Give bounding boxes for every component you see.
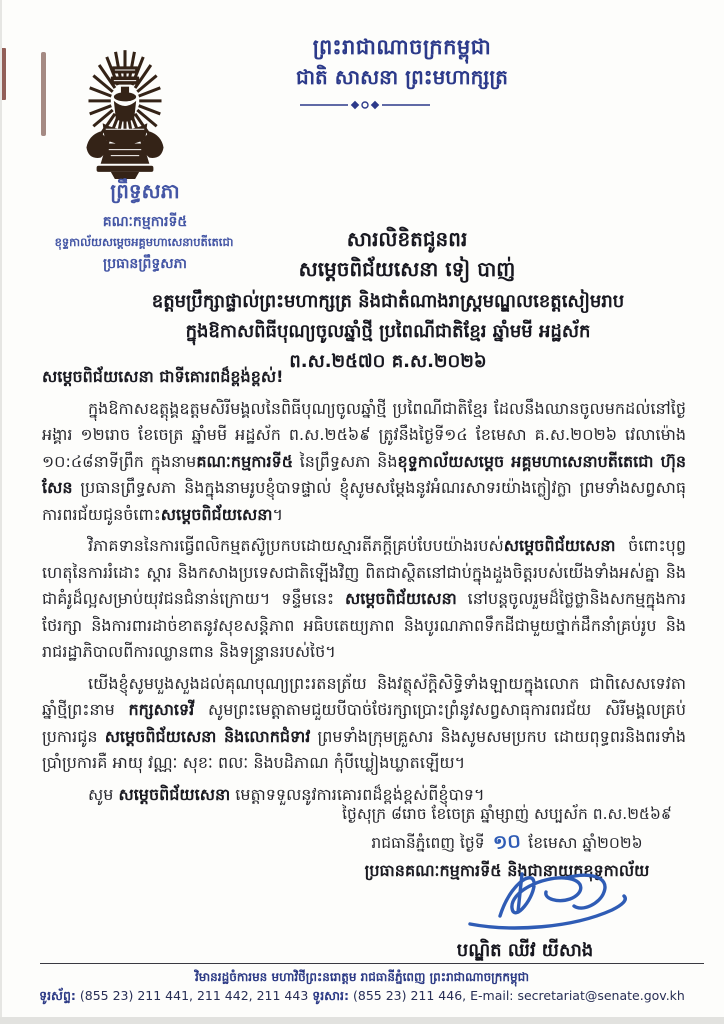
p2-bold-recipient: សម្តេចពិជ័យសេនា: [503, 536, 616, 555]
footer-contacts: [0, 988, 724, 1007]
letter-title-line4: ក្នុងឱកាសពិធីបុណ្យចូលឆ្នាំថ្មី ប្រពៃណីជាតិខ្មែរ ឆ្នាំមមី អដ្ឋស័ក: [185, 321, 591, 342]
p1-text: ។: [272, 504, 284, 524]
scan-artifact-near-emblem: [41, 52, 46, 136]
p1-bold-commission: គណៈកម្មការទី៥: [196, 451, 294, 471]
letterhead-cabinet: ខុទ្ទកាល័យសម្តេចអគ្គមហាសេនាបតីតេជោ: [54, 235, 234, 249]
signer-name: បណ្ឌិត ឈីវ យីសាង: [456, 940, 594, 961]
letterhead-institution: ព្រឹទ្ធសភា: [110, 179, 180, 203]
kingdom-motto-line1: ព្រះរាជាណាចក្រកម្ពុជា: [312, 35, 492, 59]
letter-title-recipient: សម្តេចពិជ័យសេនា ទៀ បាញ់: [298, 257, 516, 281]
p3-bold-deity: កក្សសាទេវី: [128, 700, 195, 719]
p4-text: សូម: [88, 784, 119, 804]
footer-divider: [40, 963, 704, 964]
p4-text: មេត្តាទទួលនូវការគោរពដ៏ខ្ពង់ខ្ពស់ពីខ្ញុំបាទ។: [230, 784, 485, 804]
p4-bold-recipient: សម្តេចពិជ័យសេនា: [118, 784, 231, 804]
letter-title-line1: សារលិខិតជូនពរ: [346, 227, 468, 251]
phone-label: ទូរស័ព្ទ:: [39, 988, 76, 1003]
p2-text: ចំពោះបុព្វហេតុនៃការរំដោះ ស្តារ និងកសាងប្រទេសជាតិឡើងវិញ ពិតជាស្ថិតនៅជាប់ក្នុងដួងចិត្តរបស់យើងទាំងអស់គ្នា និងជាគំរូដ៏ល្អសម្រាប់យុវជនជំនាន់ក្រោយ។ ទន្ទឹមនេះ: [42, 536, 686, 608]
signature-scribble: [462, 866, 647, 938]
letterhead-commission: គណៈកម្មការទី៥: [102, 214, 188, 230]
kingdom-motto-line2: ជាតិ សាសនា ព្រះមហាក្សត្រ: [296, 65, 508, 89]
paragraph-2: [42, 533, 686, 666]
date-place: រាជធានីភ្នំពេញ ថ្ងៃទី: [371, 834, 485, 852]
letter-title-line3: ឧត្តមប្រឹក្សាផ្ទាល់ព្រះមហាក្សត្រ និងជាតំណាងរាស្ត្រមណ្ឌលខេត្តសៀមរាប: [151, 291, 625, 312]
p2-bold-recipient: សម្តេចពិជ័យសេនា: [344, 589, 457, 608]
p3-bold-recipient: សម្តេចពិជ័យសេនា និងលោកជំទាវ: [104, 726, 311, 746]
p1-bold-cabinet: ខុទ្ទកាល័យសម្តេច អគ្គមហាសេនាបតីតេជោ ហ៊ុន សែន: [42, 451, 687, 497]
salutation: សម្តេចពិជ័យសេនា ជាទីគោរពដ៏ខ្ពង់ខ្ពស់!: [42, 367, 284, 386]
scan-edge-bottom: [0, 1017, 724, 1024]
handwritten-day: ១០: [491, 830, 522, 854]
letter-body: [42, 364, 686, 808]
paragraph-1: [42, 396, 686, 529]
header-divider-ornament: [290, 96, 440, 108]
signer-title: ប្រធានគណៈកម្មការទី៥ និងជានាយកខុទ្ទកាល័យ: [364, 861, 650, 880]
scan-edge-left: [0, 0, 2, 1024]
phone-numbers: (855 23) 211 441, 211 442, 211 443: [75, 988, 313, 1003]
p1-text: ក្នុងឱកាសឧត្តុង្គឧត្តមសិរីមង្គលនៃពិធីបុណ្យចូលឆ្នាំថ្មី ប្រពៃណីជាតិខ្មែរ ដែលនឹងឈានចូលមកដល់នៅថ្ងៃអង្គារ ១២រោច ខែចេត្រ ឆ្នាំមមី អដ្ឋស័ក ព.ស.២៥៦៩ ត្រូវនឹងថ្ងៃទី១៤ ខែមេសា គ.ស.២០២៦ វេលាម៉ោង ១០:៤៨នាទីព្រឹក ក្នុងនាម: [42, 398, 686, 471]
date-suffix: ខែមេសា ឆ្នាំ២០២៦: [528, 834, 643, 852]
footer-address: វិមានរដ្ឋចំការមន មហាវិថីព្រះនរោត្តម រាជធានីភ្នំពេញ ព្រះរាជាណាចក្រកម្ពុជា: [194, 970, 530, 984]
p2-text: វិភាគទាននៃការធ្វើពលិកម្មតស៊ូប្រកបដោយស្មារតីភក្តីគ្រប់បែបយ៉ាងរបស់: [88, 536, 504, 555]
p1-bold-recipient: សម្តេចពិជ័យសេនា: [160, 504, 273, 524]
p3-text: ព្រមទាំងក្រុមគ្រួសារ និងសូមសមប្រកប ដោយពុទ្ធពរនិងពរទាំងប្រាំប្រការគឺ អាយុ វណ្ណៈ សុខៈ ពលៈ និងបដិភាណ កុំបីឃ្លៀងឃ្លាតឡើយ។: [42, 726, 686, 772]
senate-crest-icon: [60, 38, 190, 180]
p2-text: នៅបន្តចូលរួមដ៏ថ្លៃថ្លានិងសកម្មក្នុងការថែរក្សា និងការពារដាច់ខាតនូវសុខសន្តិភាព អធិបតេយ្យភាព និងបូរណភាពទឹកដីជាមួយថ្នាក់ដឹកនាំគ្រប់រូប និងរាជរដ្ឋាភិបាលពីការឈ្លានពាន និងទន្ទ្រានរបស់ថៃ។: [42, 589, 686, 661]
p3-text: យើងខ្ញុំសូមបួងសួងដល់គុណបុណ្យព្រះរតនត្រ័យ និងវត្ថុស័ក្តិសិទ្ធិទាំងឡាយក្នុងលោក ជាពិសេសទេវតាឆ្នាំថ្មីព្រះនាម: [42, 673, 686, 719]
fax-label: ទូរសារ:: [312, 988, 350, 1003]
p1-text: ប្រធានព្រឹទ្ធសភា និងក្នុងនាមរូបខ្ញុំបាទផ្ទាល់ ខ្ញុំសូមសម្តែងនូវអំណរសាទរយ៉ាងក្លៀវក្លា ព្រមទាំងសព្វសាធុការពរជ័យជូនចំពោះ: [42, 478, 686, 524]
letterhead-cabinet-of: ប្រធានព្រឹទ្ធសភា: [103, 256, 187, 272]
letter-title-year: ព.ស.២៥៧០ គ.ស.២០២៦: [289, 351, 487, 372]
p3-text: សូមព្រះមេត្តាតាមជួយបីបាច់ថែរក្សាប្រោះព្រំនូវសព្វសាធុការពរជ័យ សិរីមង្គលគ្រប់ប្រការជូន: [42, 700, 686, 746]
paragraph-3: [42, 671, 686, 777]
p1-text: នៃព្រឹទ្ធសភា និង: [293, 451, 398, 471]
date-lunar: ថ្ងៃសុក្រ ៨រោច ខែចេត្រ ឆ្នាំម្សាញ់ សប្បស័ក ព.ស.២៥៦៩: [342, 805, 672, 823]
fax-and-email: (855 23) 211 446, E-mail: secretariat@senate.gov.kh: [349, 988, 685, 1003]
date-civil: [320, 828, 694, 857]
